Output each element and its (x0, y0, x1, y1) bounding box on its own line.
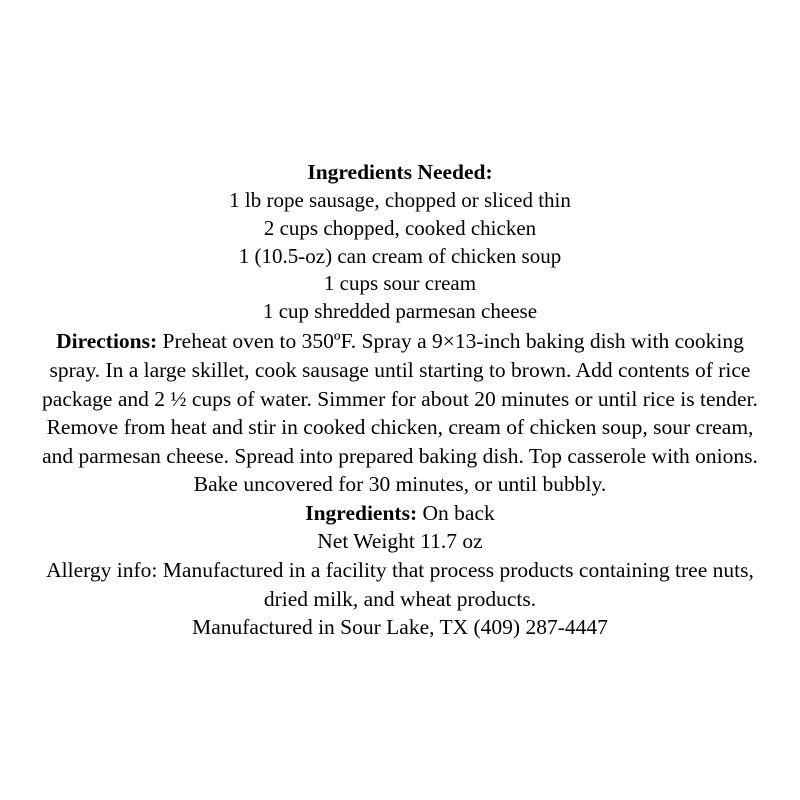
manufactured-in: Manufactured in Sour Lake, TX (409) 287-4447 (192, 615, 608, 640)
directions-heading: Directions: (56, 329, 158, 354)
ingredients-back-value: On back (422, 500, 495, 525)
ingredient-item: 1 cups sour cream (323, 271, 477, 296)
directions-text: Preheat oven to 350ºF. Spray a 9×13-inch baking dish with cooking spray. In a large skillet, cook sausage until starting to brown. Add contents of rice package and 2 ½ cups of water. Simmer for about 20 minutes or until rice is tender. Remove from heat and stir in cooked chicken, cream of chicken soup, sour cream, and parmesan cheese. Spread into prepared baking dish. Top casserole with onions. Bake uncovered for 30 minutes, or until bubbly. (42, 329, 758, 497)
net-weight: Net Weight 11.7 oz (317, 529, 483, 554)
ingredient-item: 1 (10.5-oz) can cream of chicken soup (238, 243, 562, 268)
ingredient-item: 1 lb rope sausage, chopped or sliced thin (229, 187, 571, 212)
ingredients-back-line (30, 499, 770, 528)
ingredients-back-heading: Ingredients: (305, 500, 418, 525)
ingredients-needed-heading: Ingredients Needed: (307, 160, 493, 185)
ingredient-item: 1 cup shredded parmesan cheese (262, 299, 538, 324)
allergy-info: Allergy info: Manufactured in a facility that process products containing tree nuts, dried milk, and wheat products. (46, 558, 754, 611)
ingredient-item: 2 cups chopped, cooked chicken (263, 215, 537, 240)
directions-block (30, 327, 770, 499)
label-content (30, 158, 770, 642)
